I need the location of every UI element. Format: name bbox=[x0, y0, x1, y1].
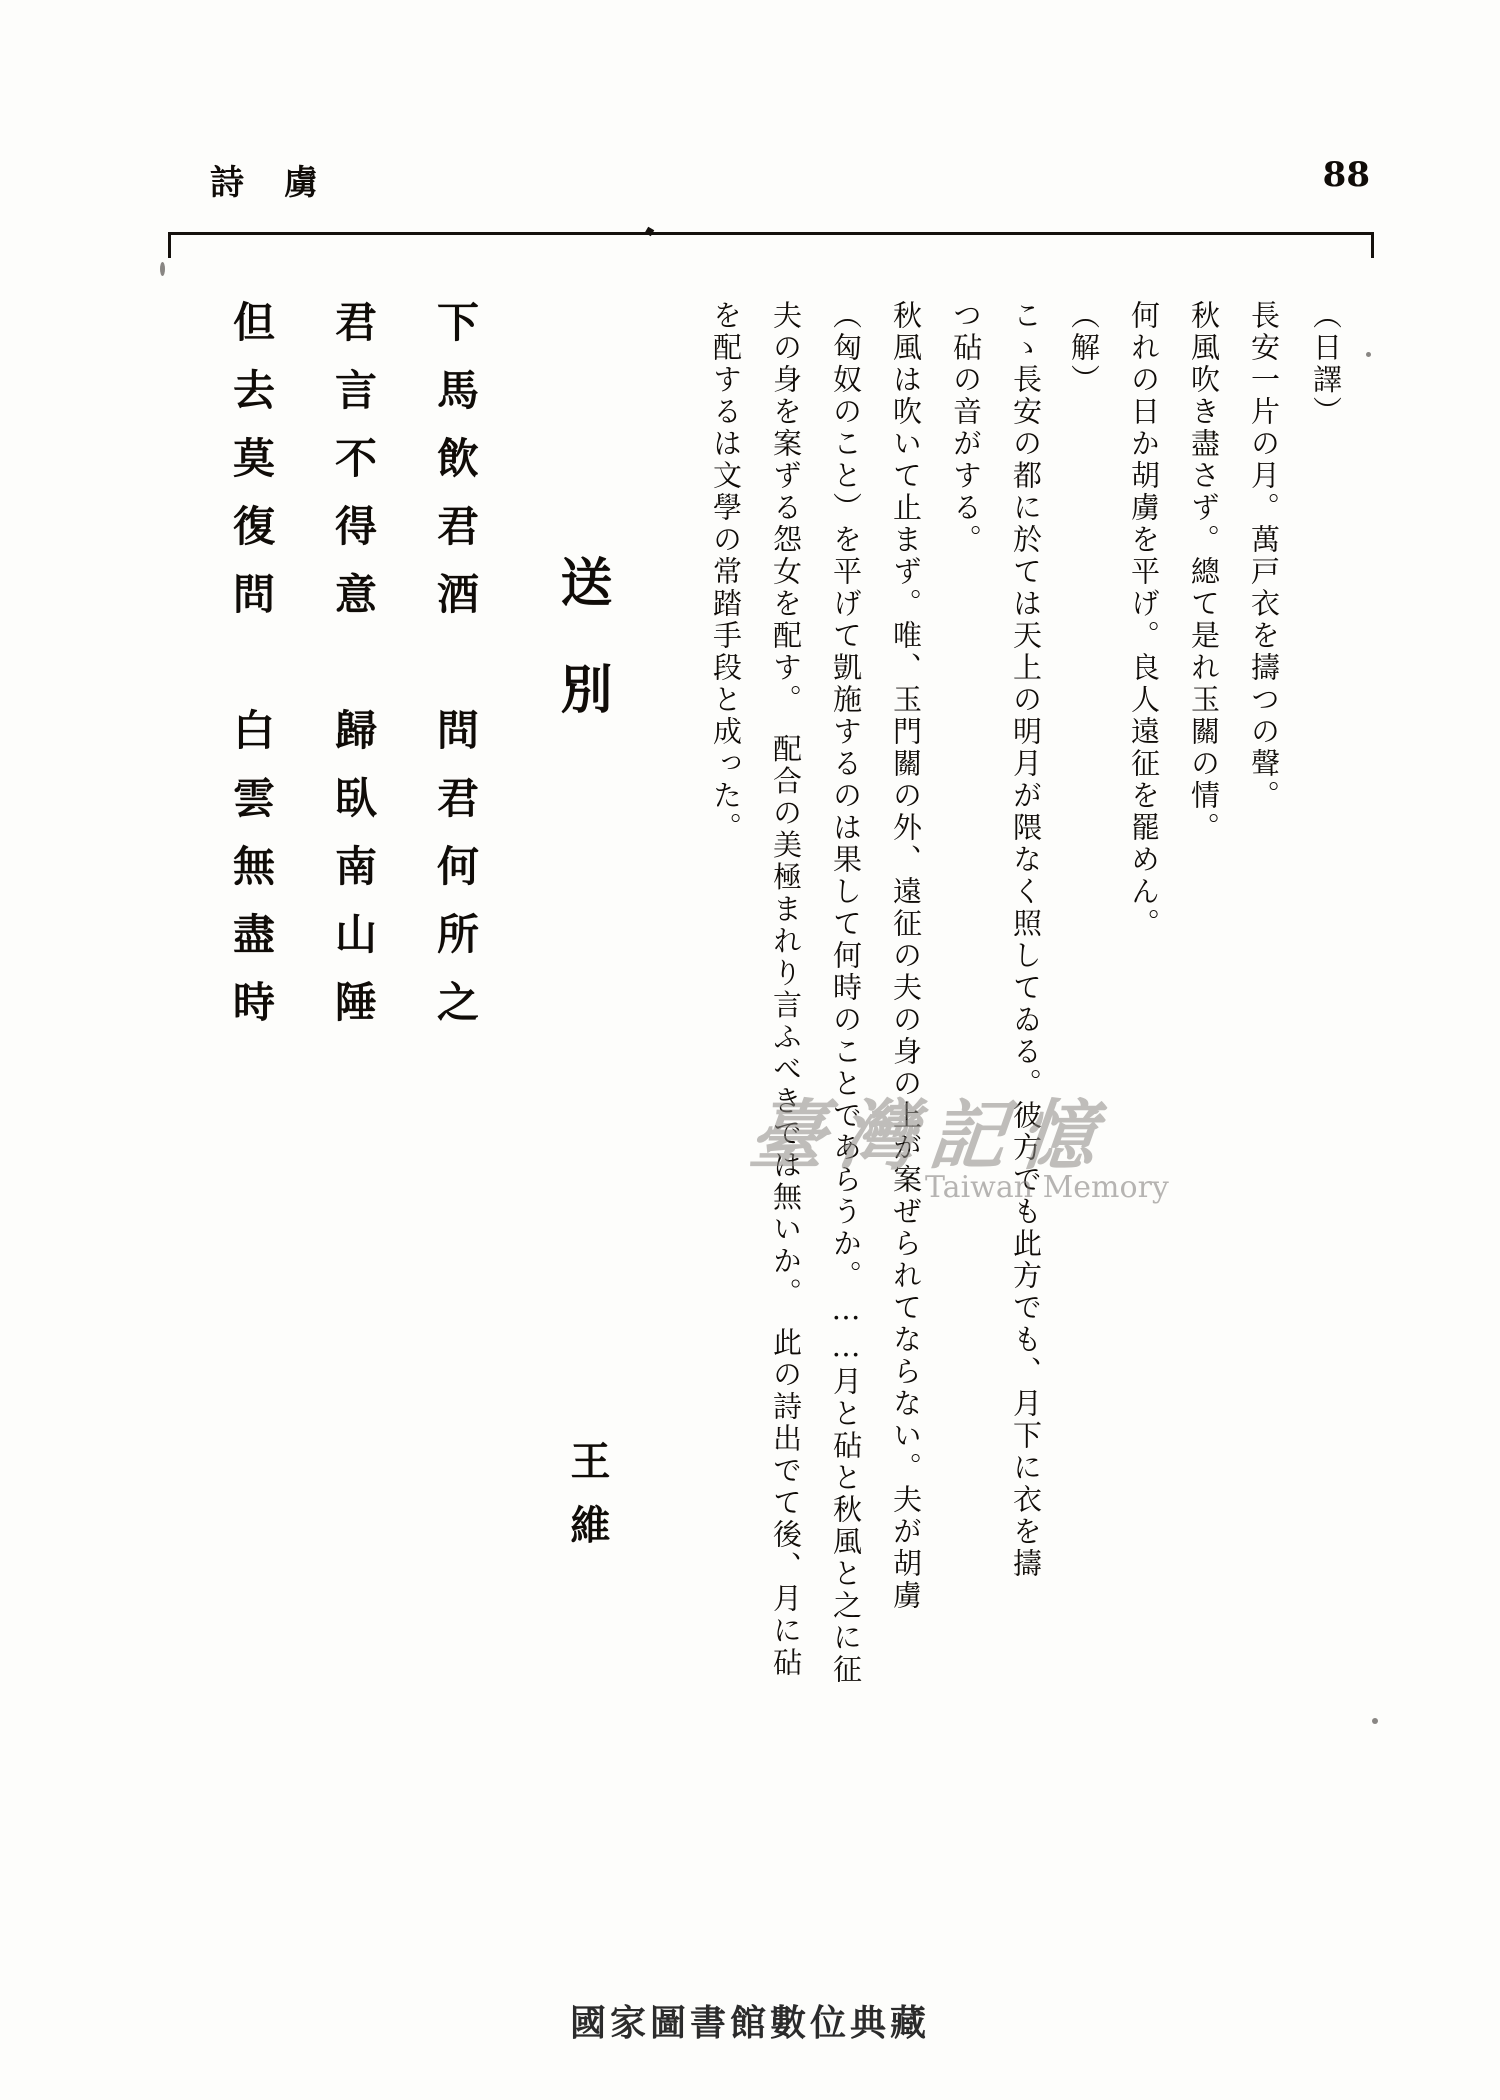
page-title: 詩虜 bbox=[210, 163, 358, 203]
translation-line-1: 長安一片の月。萬戸衣を擣つの聲。 bbox=[1247, 300, 1281, 812]
poem-line-2: 君言不得意 歸臥南山陲 bbox=[329, 300, 378, 1048]
translation-line-2: 秋風吹き盡さず。總て是れ玉關の情。 bbox=[1187, 300, 1221, 844]
scan-speck bbox=[1372, 1718, 1378, 1724]
header-divider bbox=[168, 232, 1374, 235]
explanation-line-4: （匈奴のこと）を平げて凱施するのは果して何時のことであらうか。……月と砧と秋風と之に征 bbox=[829, 300, 863, 1686]
explanation-line-2: つ砧の音がする。 bbox=[949, 300, 983, 556]
page-header bbox=[170, 155, 1370, 215]
scan-speck bbox=[1366, 352, 1371, 357]
page-footer bbox=[0, 1995, 1500, 2046]
explanation-line-1: こゝ長安の都に於ては天上の明月が隈なく照してゐる。彼方でも此方でも、月下に衣を擣 bbox=[1009, 300, 1043, 1580]
poem-line-1: 下馬飲君酒 問君何所之 bbox=[431, 300, 480, 1048]
explanation-line-3: 秋風は吹いて止まず。唯、玉門關の外、遠征の夫の身の上が案ぜられてならない。夫が胡虜 bbox=[889, 300, 923, 1612]
watermark-english-text: Taiwan Memory bbox=[925, 1170, 1169, 1205]
page-number: 88 bbox=[1322, 155, 1370, 195]
poem-author: 王維 bbox=[564, 1440, 611, 1568]
explanation-line-5: 夫の身を案ずる怨女を配す。 配合の美極まれり言ふべきでは無いか。 此の詩出でて後、月に砧 bbox=[769, 300, 803, 1679]
explanation-line-6: を配するは文學の常踏手段と成った。 bbox=[709, 300, 743, 844]
watermark-chinese-text: 臺灣記憶 bbox=[744, 1091, 1115, 1180]
poem-line-3: 但去莫復問 白雲無盡時 bbox=[227, 300, 276, 1048]
scan-speck bbox=[160, 262, 165, 276]
poem-title: 送別 bbox=[551, 555, 612, 769]
header-divider-tick-right bbox=[1371, 232, 1374, 258]
header-divider-tick-left bbox=[168, 232, 171, 258]
explanation-section-label: （解） bbox=[1067, 300, 1101, 396]
footer-attribution: 國家圖書館數位典藏 bbox=[569, 2002, 930, 2044]
translation-section-label: （日譯） bbox=[1309, 300, 1343, 428]
translation-line-3: 何れの日か胡虜を平げ。良人遠征を罷めん。 bbox=[1127, 300, 1161, 940]
